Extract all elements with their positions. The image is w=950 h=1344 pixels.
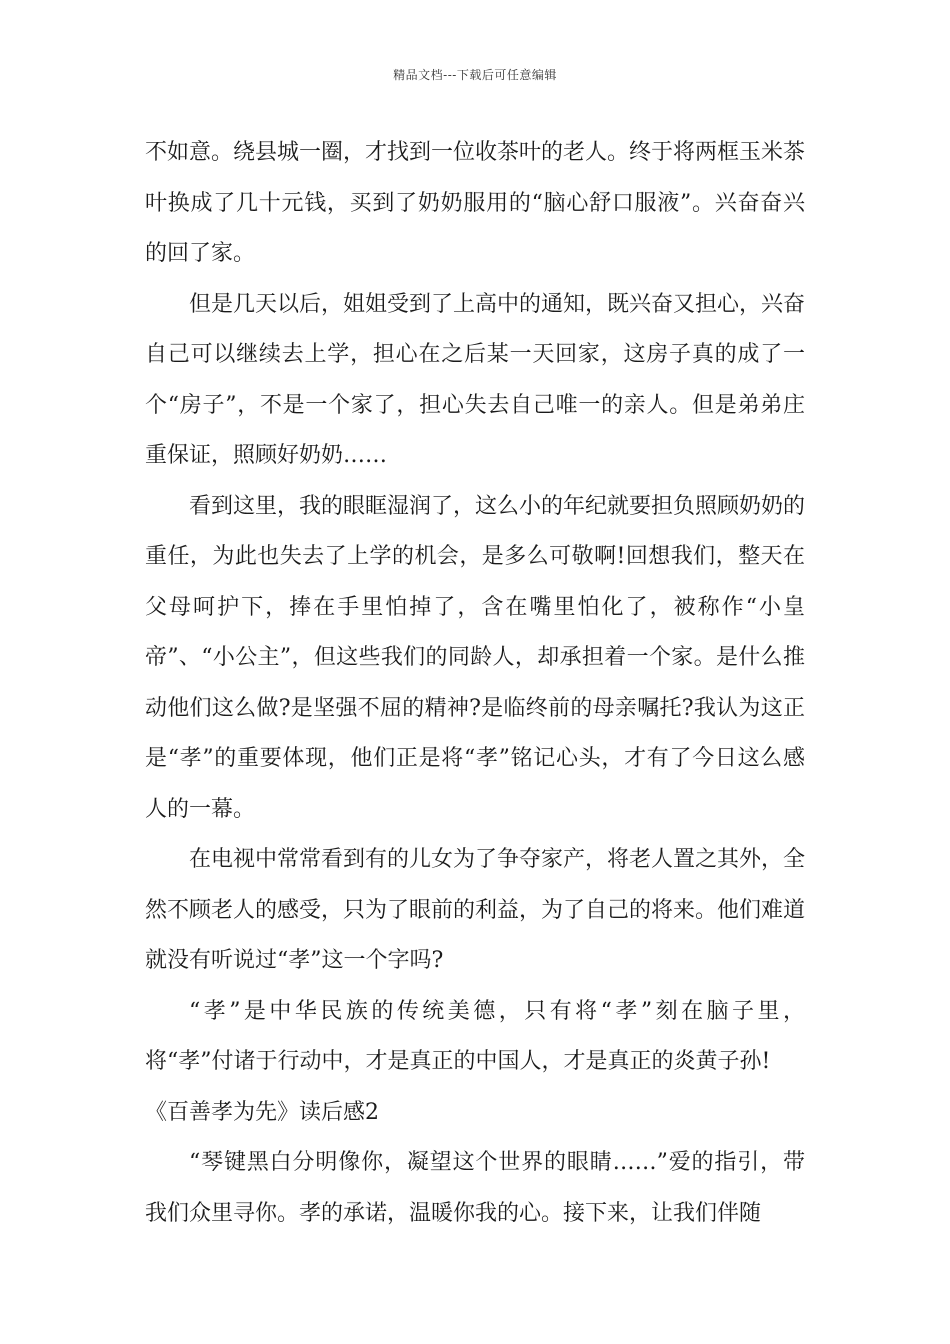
paragraph-filial-piety: “孝”是中华民族的传统美德，只有将“孝”刻在脑子里，将“孝”付诸于行动中，才是真正的中国人，才是真正的炎黄子孙! bbox=[145, 998, 805, 1074]
section-title: 《百善孝为先》读后感2 bbox=[145, 1099, 379, 1125]
paragraph-closing: “琴键黑白分明像你，凝望这个世界的眼睛……”爱的指引，带我们众里寻你。孝的承诺，温暖你我的心。接下来，让我们伴随 bbox=[145, 1150, 805, 1226]
page-header: 精品文档---下载后可任意编辑 bbox=[393, 68, 557, 82]
paragraph-reflection: 看到这里，我的眼眶湿润了，这么小的年纪就要担负照顾奶奶的重任，为此也失去了上学的机会，是多么可敬啊!回想我们，整天在父母呵护下，捧在手里怕掉了，含在嘴里怕化了，被称作“小皇帝”、“小公主”，但这些我们的同龄人，却承担着一个家。是什么推动他们这么做?是坚强不屈的精神?是临终前的母亲嘱托?我认为这正是“孝”的重要体现，他们正是将“孝”铭记心头，才有了今日这么感人的一幕。 bbox=[145, 493, 806, 822]
paragraph-tv-observation: 在电视中常常看到有的儿女为了争夺家产，将老人置之其外，全然不顾老人的感受，只为了眼前的利益，为了自己的将来。他们难道就没有听说过“孝”这一个字吗? bbox=[145, 847, 806, 973]
paragraph-sister-notice: 但是几天以后，姐姐受到了上高中的通知，既兴奋又担心，兴奋自己可以继续去上学，担心在之后某一天回家，这房子真的成了一个“房子”，不是一个家了，担心失去自己唯一的亲人。但是弟弟庄重保证，照顾好奶奶…… bbox=[145, 291, 806, 468]
document-body bbox=[145, 128, 805, 1239]
paragraph-continuation: 不如意。绕县城一圈，才找到一位收茶叶的老人。终于将两框玉米茶叶换成了几十元钱，买到了奶奶服用的“脑心舒口服液”。兴奋奋兴的回了家。 bbox=[145, 140, 806, 266]
